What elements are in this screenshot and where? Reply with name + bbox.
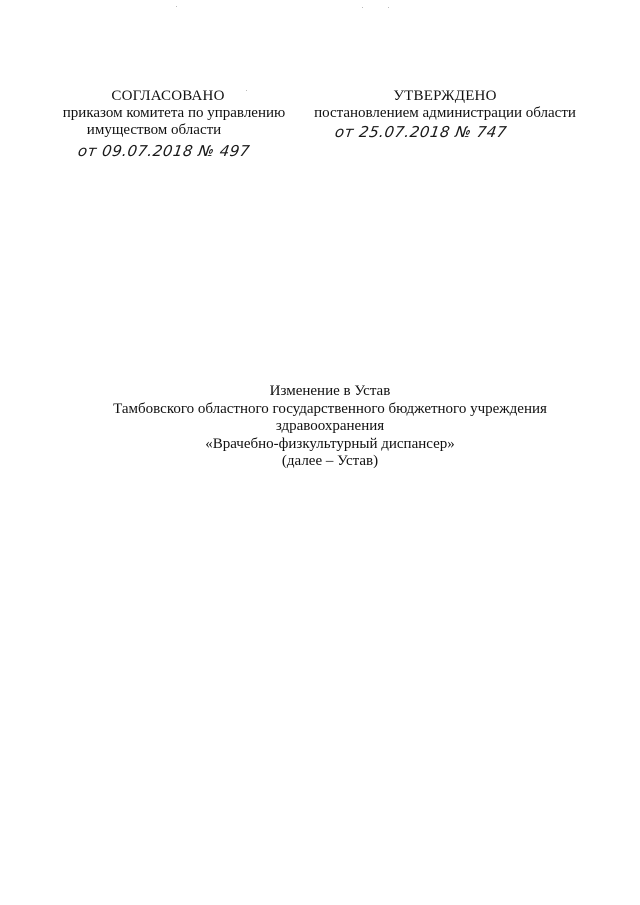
approved-heading: УТВЕРЖДЕНО <box>393 88 497 104</box>
title-line-5: (далее – Устав) <box>281 453 379 469</box>
agreed-handwritten-date-number: от 09.07.2018 № 497 <box>76 142 252 160</box>
document-title <box>60 383 600 471</box>
scan-speck <box>362 7 363 8</box>
scan-speck <box>388 7 389 8</box>
agreed-block <box>52 88 296 160</box>
title-line-1: Изменение в Устав <box>269 383 391 399</box>
agreed-line-2: имуществом области <box>86 122 222 138</box>
agreed-line-1: приказом комитета по управлению <box>62 105 286 121</box>
scan-speck <box>176 6 177 7</box>
approved-block <box>305 88 585 141</box>
agreed-heading: СОГЛАСОВАНО <box>111 88 225 104</box>
approved-line-1: постановлением администрации области <box>314 105 576 121</box>
title-line-4: «Врачебно-физкультурный диспансер» <box>205 435 455 452</box>
title-line-3: здравоохранения <box>275 418 385 434</box>
approved-handwritten-date-number: от 25.07.2018 № 747 <box>333 123 509 141</box>
title-line-2: Тамбовского областного государственного бюджетного учреждения <box>113 400 547 417</box>
